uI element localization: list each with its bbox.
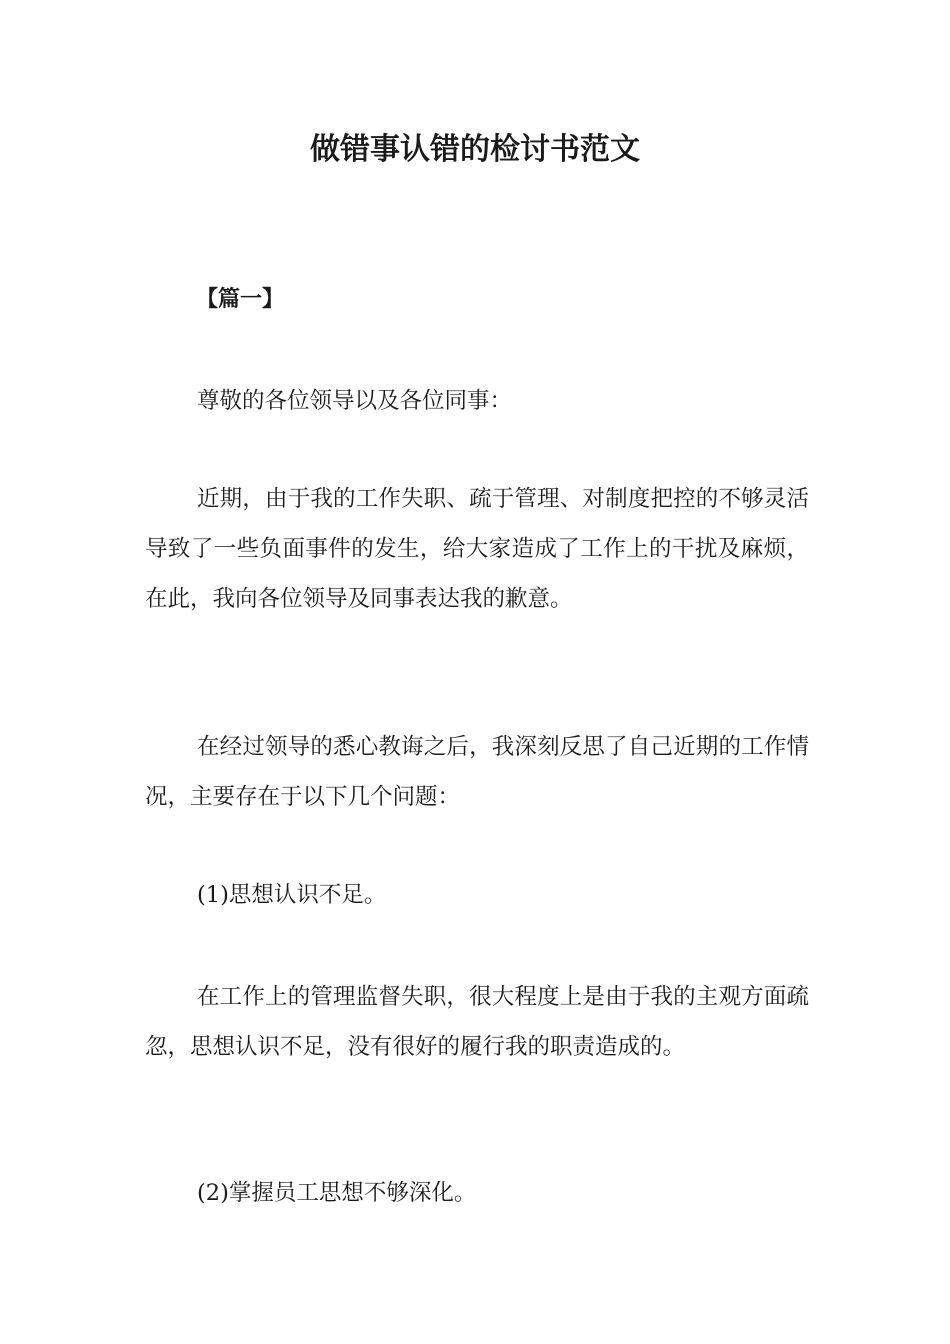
- body-paragraph: 在工作上的管理监督失职，很大程度上是由于我的主观方面疏忽，思想认识不足，没有很好的履行我的职责造成的。: [145, 984, 809, 1060]
- list-item-heading: (1)思想认识不足。: [197, 882, 387, 908]
- body-paragraph: 近期，由于我的工作失职、疏于管理、对制度把控的不够灵活导致了一些负面事件的发生，给大家造成了工作上的干扰及麻烦，在此，我向各位领导及同事表达我的歉意。: [145, 486, 809, 612]
- body-paragraph: 在经过领导的悉心教诲之后，我深刻反思了自己近期的工作情况，主要存在于以下几个问题：: [145, 734, 809, 810]
- salutation-paragraph: 尊敬的各位领导以及各位同事：: [197, 388, 513, 414]
- list-item-heading: (2)掌握员工思想不够深化。: [197, 1180, 477, 1206]
- section-label: 【篇一】: [196, 287, 285, 312]
- document-title: 做错事认错的检讨书范文: [310, 132, 640, 167]
